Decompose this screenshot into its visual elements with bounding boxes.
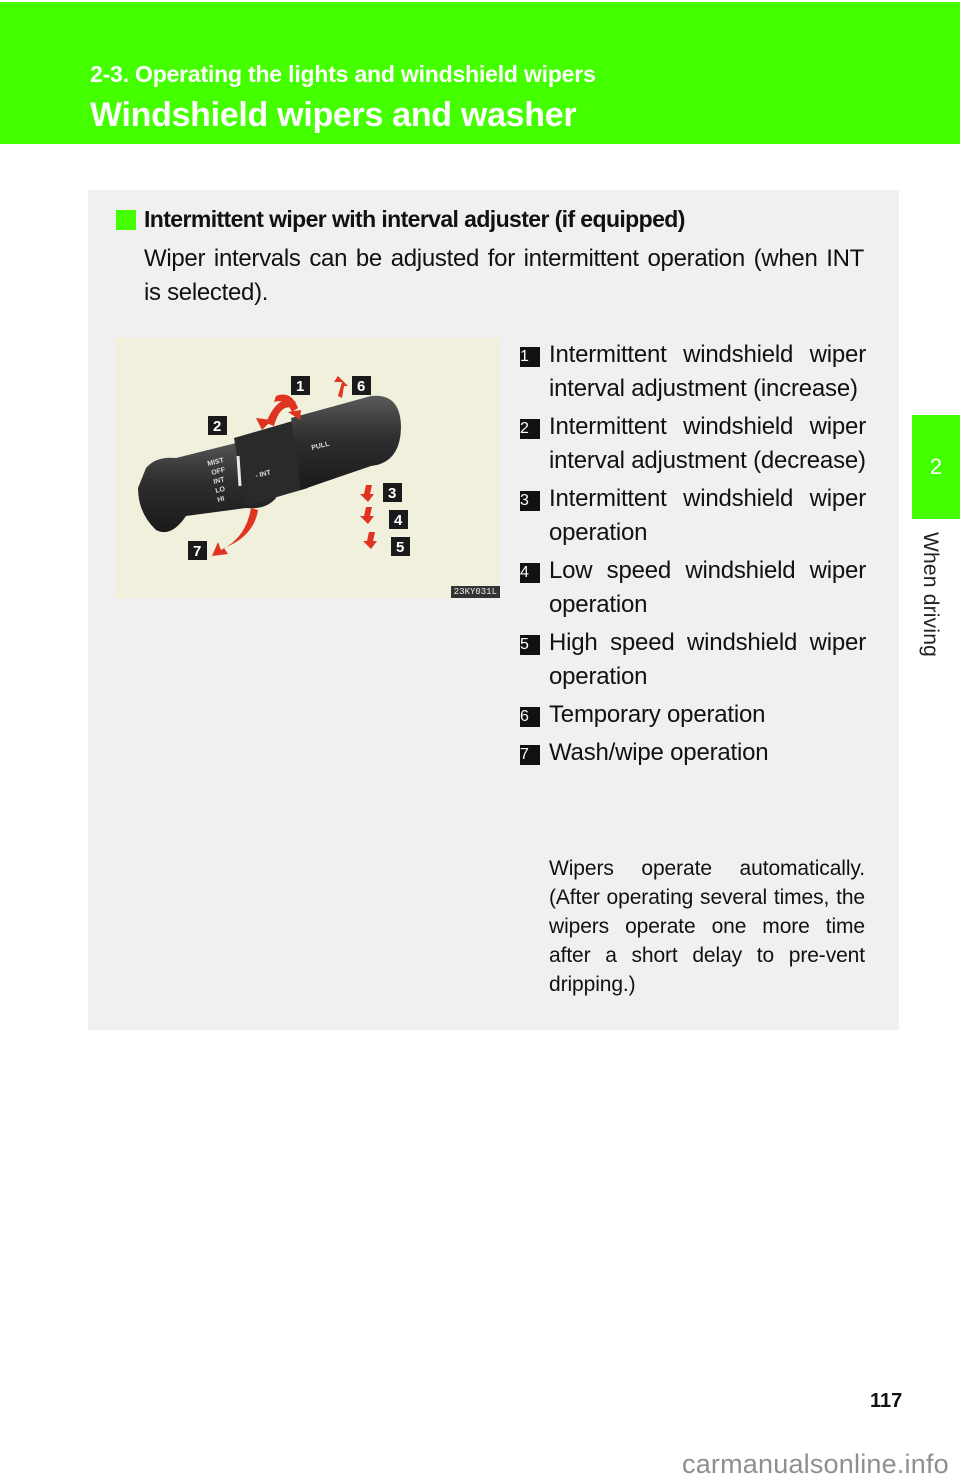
svg-text:OFF: OFF <box>210 466 227 477</box>
legend-item-5 <box>520 626 866 694</box>
legend-item-6 <box>520 698 866 732</box>
svg-text:4: 4 <box>394 512 403 529</box>
svg-text:2: 2 <box>213 418 222 435</box>
svg-text:1: 1 <box>296 378 305 395</box>
chapter-number: 2 <box>929 454 943 479</box>
chapter-label: When driving <box>919 532 942 657</box>
wiper-lever-illustration <box>116 338 500 598</box>
chapter-tab <box>912 415 960 519</box>
number-badge: 4 <box>520 563 540 583</box>
watermark: carmanualsonline.info <box>682 1449 949 1479</box>
legend-text: Intermittent windshield wiper interval adjustment (decrease) <box>549 413 866 474</box>
svg-text:INT: INT <box>212 476 226 486</box>
number-badge: 2 <box>520 419 540 439</box>
legend-item-1 <box>520 338 866 406</box>
sub-heading-text: Intermittent wiper with interval adjuster (if equipped) <box>144 206 685 232</box>
svg-text:3: 3 <box>388 485 397 502</box>
legend-text: Intermittent windshield wiper operation <box>549 485 866 546</box>
legend-text: Temporary operation <box>549 701 766 728</box>
header-band <box>0 2 960 144</box>
legend-item-2 <box>520 410 866 478</box>
figure-code: 23KY031L <box>451 586 500 598</box>
square-bullet-icon <box>116 210 136 230</box>
legend-list <box>520 338 866 774</box>
svg-text:MIST: MIST <box>206 457 225 468</box>
svg-text:HI: HI <box>216 495 226 504</box>
svg-text:5: 5 <box>396 539 405 556</box>
legend-text: High speed windshield wiper operation <box>549 629 866 690</box>
wash-wipe-note: Wipers operate automatically. (After operating several times, the wipers operate one more time after a short delay to pre-vent dripping.) <box>549 857 865 996</box>
legend-text: Intermittent windshield wiper interval adjustment (increase) <box>549 341 866 402</box>
number-badge: 3 <box>520 491 540 511</box>
number-badge: 6 <box>520 707 540 727</box>
page-title: Windshield wipers and washer <box>90 96 577 134</box>
svg-text:LO: LO <box>214 485 226 495</box>
legend-text: Low speed windshield wiper operation <box>549 557 866 618</box>
wiper-lever-icon <box>116 338 500 598</box>
svg-text:PULL: PULL <box>310 440 331 452</box>
content-box <box>88 190 899 1030</box>
section-label: 2-3. Operating the lights and windshield wipers <box>90 61 596 87</box>
svg-text:6: 6 <box>357 378 366 395</box>
legend-item-3 <box>520 482 866 550</box>
number-badge: 1 <box>520 347 540 367</box>
page-number: 117 <box>870 1390 903 1412</box>
number-badge: 5 <box>520 635 540 655</box>
legend-item-7 <box>520 736 866 770</box>
svg-text:- INT: - INT <box>254 469 272 480</box>
intro-paragraph: Wiper intervals can be adjusted for intermittent operation (when INT is selected). <box>144 245 864 306</box>
legend-item-4 <box>520 554 866 622</box>
legend-text: Wash/wipe operation <box>549 739 769 766</box>
sub-heading <box>116 206 685 233</box>
number-badge: 7 <box>520 745 540 765</box>
svg-text:7: 7 <box>193 543 202 560</box>
